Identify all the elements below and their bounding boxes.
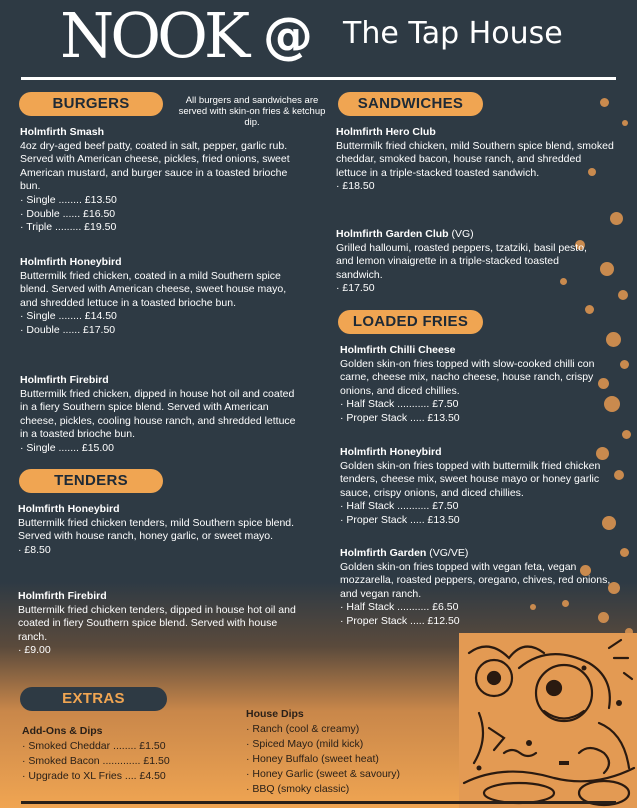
- menu-item: [336, 126, 614, 194]
- item-name: Holmfirth Firebird: [18, 590, 107, 602]
- item-description: Buttermilk fried chicken, mild Southern spice blend, smoked cheddar, smoked bacon, house ranch, and shredded lettuce in a triple-stacked toasted sandwich.: [336, 139, 614, 179]
- item-name: Holmfirth Hero Club: [336, 126, 436, 138]
- list-item: · Upgrade to XL Fries .... £4.50: [22, 770, 166, 782]
- item-name: Holmfirth Chilli Cheese: [340, 344, 456, 356]
- list-item: · Honey Garlic (sweet & savoury): [246, 768, 401, 780]
- list-item: · Smoked Cheddar ........ £1.50: [22, 740, 166, 752]
- dips-heading: House Dips: [246, 708, 304, 720]
- menu-item: [20, 374, 302, 456]
- list-item: · BBQ (smoky classic): [246, 783, 350, 795]
- item-description: Golden skin-on fries topped with vegan feta, vegan mozzarella, roasted peppers, oregano, chives, red onions, and vegan ranch.: [340, 560, 611, 600]
- item-name: Holmfirth Firebird: [20, 374, 109, 386]
- at-symbol: @: [263, 7, 313, 65]
- item-description: Golden skin-on fries topped with slow-cooked chilli con carne, cheese mix, nacho cheese, house ranch, crispy onions, and diced chillies.: [340, 357, 595, 397]
- item-description: Buttermilk fried chicken, dipped in house hot oil and coated in a fiery Southern spice blend. Served with American cheese, pickles, cooling house ranch, and shredded lettuce in a toasted brioche bun.: [20, 387, 296, 441]
- item-description: Buttermilk fried chicken tenders, dipped in house hot oil and coated in fiery Southern spice blend. Served with house ranch.: [18, 603, 296, 643]
- item-price: · Proper Stack ..... £12.50: [340, 614, 460, 627]
- menu-item: [20, 256, 295, 338]
- footer-divider: [21, 801, 616, 804]
- item-description: Buttermilk fried chicken, coated in a mild Southern spice blend. Served with American cheese, sweet house mayo, and shredded lettuce in a toasted brioche bun.: [20, 269, 287, 309]
- item-price: · Double ...... £16.50: [20, 207, 116, 220]
- item-description: Buttermilk fried chicken tenders, mild Southern spice blend. Served with house ranch, honey garlic, or sweet mayo.: [18, 516, 295, 543]
- item-price: · Half Stack ........... £7.50: [340, 398, 459, 411]
- item-price: · Double ...... £17.50: [20, 323, 116, 336]
- addons-heading: Add-Ons & Dips: [22, 725, 103, 737]
- item-description: Golden skin-on fries topped with buttermilk fried chicken tenders, cheese mix, sweet house mayo or honey garlic sauce, crispy onions, and diced chillies.: [340, 459, 601, 499]
- dips-list: [246, 707, 446, 797]
- fries-note: All burgers and sandwiches are served with skin-on fries & ketchup dip.: [178, 95, 326, 128]
- item-name: Holmfirth Honeybird: [340, 446, 442, 458]
- extras-heading: EXTRAS: [20, 687, 167, 711]
- item-price: · Proper Stack ..... £13.50: [340, 513, 460, 526]
- item-name: Holmfirth Honeybird: [20, 256, 122, 268]
- menu-item: [20, 126, 298, 235]
- menu-item: [18, 590, 303, 658]
- addons-list: [22, 724, 232, 784]
- burgers-heading: BURGERS: [19, 92, 163, 116]
- item-price: · Single ....... £15.00: [20, 441, 114, 454]
- item-price: · £17.50: [336, 282, 375, 295]
- item-price: · £9.00: [18, 644, 51, 657]
- menu-item: [340, 446, 625, 528]
- sandwiches-heading: SANDWICHES: [338, 92, 483, 116]
- list-item: · Ranch (cool & creamy): [246, 723, 360, 735]
- loaded-fries-heading: LOADED FRIES: [338, 310, 483, 334]
- item-price: · £18.50: [336, 180, 375, 193]
- menu-item: [336, 228, 598, 296]
- item-price: · Half Stack ........... £6.50: [340, 601, 459, 614]
- item-name: Holmfirth Garden (VG/VE): [340, 547, 469, 559]
- item-name: Holmfirth Smash: [20, 126, 105, 138]
- cartoon-illustration: [459, 633, 637, 808]
- illustration-image: [459, 633, 637, 808]
- item-price: · £8.50: [18, 543, 51, 556]
- item-name: Holmfirth Garden Club (VG): [336, 228, 474, 240]
- item-description: Grilled halloumi, roasted peppers, tzatziki, basil pesto, and lemon vinaigrette in a triple-stacked toasted sandwich.: [336, 241, 587, 281]
- menu-item: [340, 547, 620, 629]
- item-price: · Triple ......... £19.50: [20, 221, 117, 234]
- item-name: Holmfirth Honeybird: [18, 503, 120, 515]
- list-item: · Spiced Mayo (mild kick): [246, 738, 364, 750]
- nook-logo: NOOK: [60, 0, 247, 72]
- list-item: · Honey Buffalo (sweet heat): [246, 753, 379, 765]
- item-description: 4oz dry-aged beef patty, coated in salt, pepper, garlic rub. Served with American cheese, pickles, fried onions, sweet American mustard, and burger sauce in a toasted brioche bun.: [20, 139, 290, 193]
- item-price: · Proper Stack ..... £13.50: [340, 411, 460, 424]
- menu-item: [340, 344, 618, 426]
- header-divider: [21, 77, 616, 80]
- venue-name: The Tap House: [343, 16, 563, 51]
- item-price: · Half Stack ........... £7.50: [340, 500, 459, 513]
- item-price: · Single ........ £13.50: [20, 193, 117, 206]
- menu-item: [18, 503, 308, 557]
- tenders-heading: TENDERS: [19, 469, 163, 493]
- item-price: · Single ........ £14.50: [20, 310, 117, 323]
- list-item: · Smoked Bacon ............. £1.50: [22, 755, 170, 767]
